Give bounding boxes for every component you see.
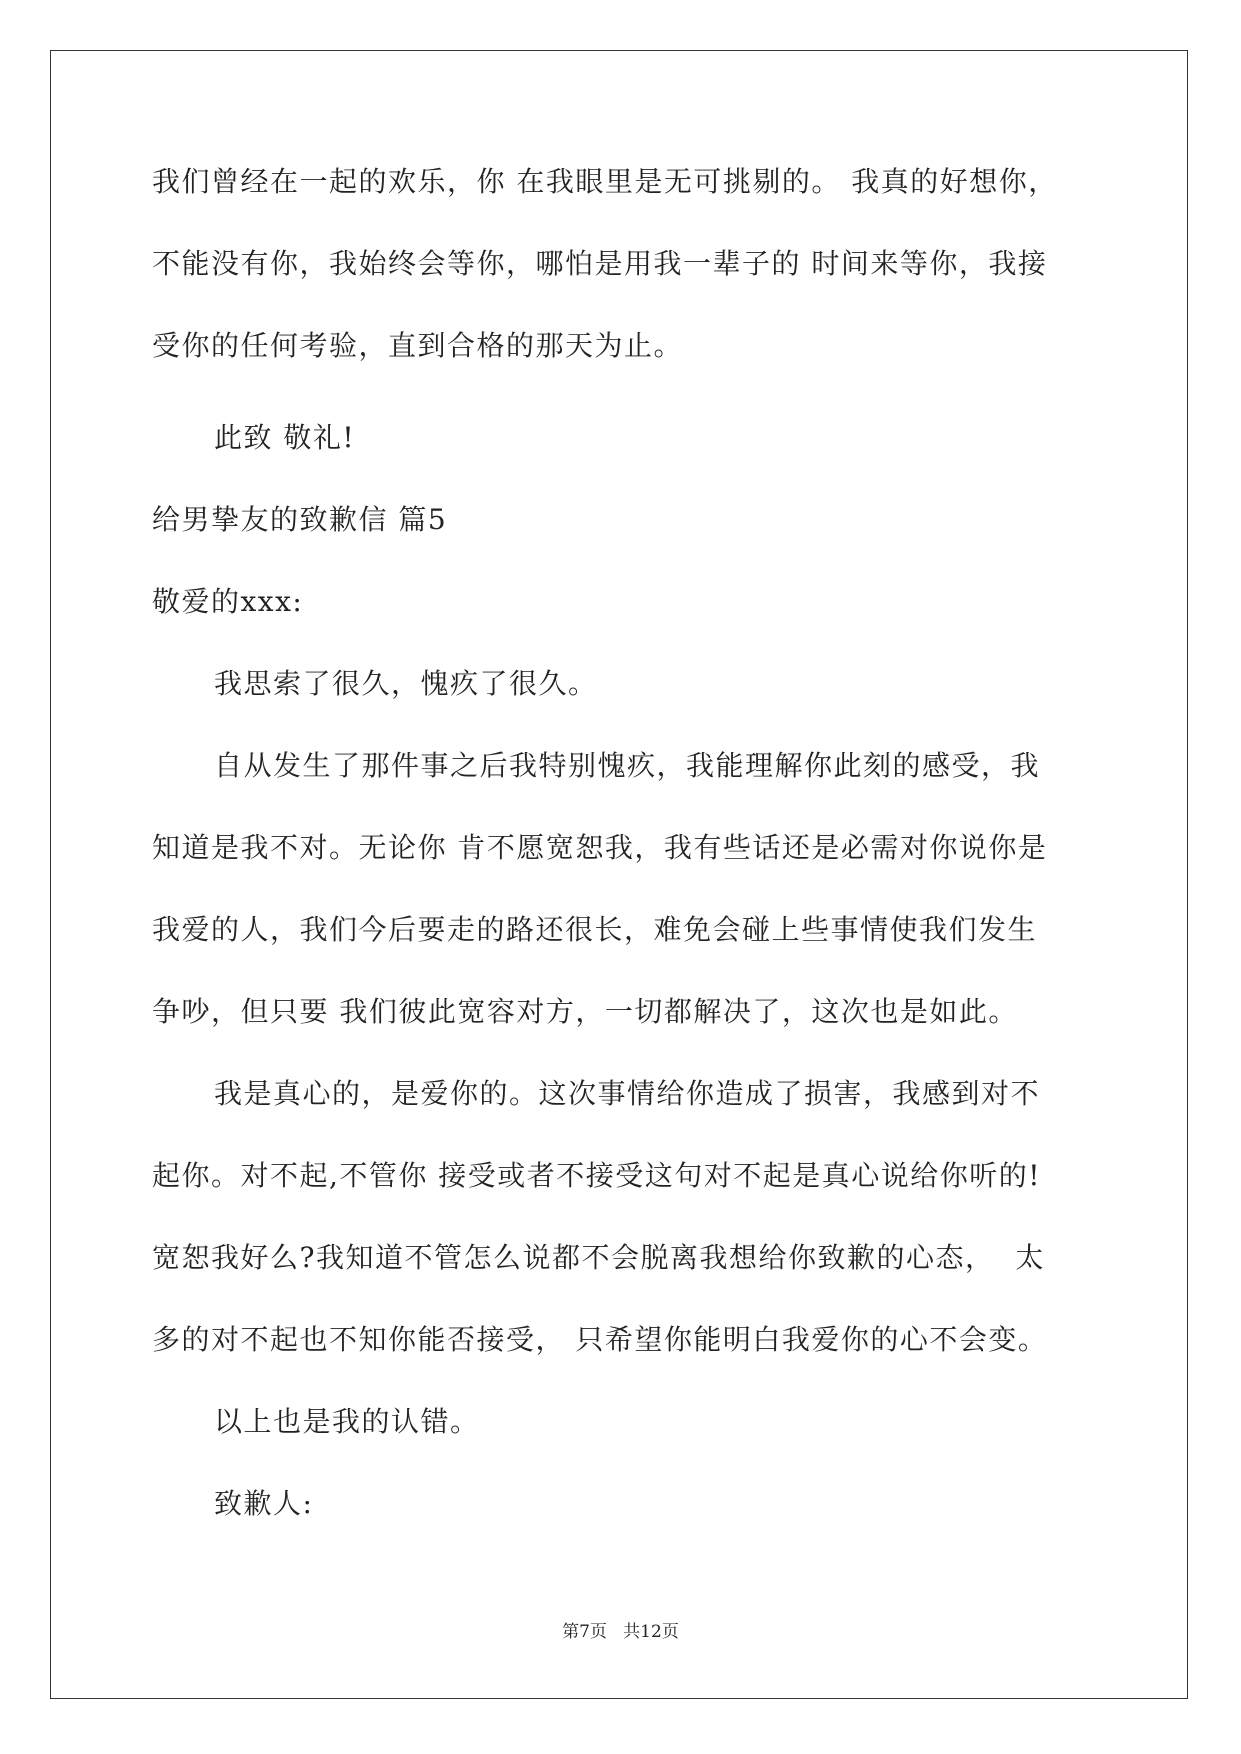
text-line: 知道是我不对。无论你 肯不愿宽恕我，我有些话还是必需对你说你是 — [152, 831, 1048, 864]
text-line: 争吵，但只要 我们彼此宽容对方，一切都解决了，这次也是如此。 — [152, 995, 1018, 1028]
greeting: 敬爱的xxx: — [152, 585, 304, 618]
text-line: 宽恕我好么?我知道不管怎么说都不会脱离我想给你致歉的心态， 太 — [152, 1241, 1045, 1274]
text-line: 我思索了很久，愧疚了很久。 — [214, 667, 598, 700]
section-heading: 给男挚友的致歉信 篇5 — [152, 503, 448, 536]
text-line: 不能没有你，我始终会等你，哪怕是用我一辈子的 时间来等你，我接 — [152, 247, 1048, 280]
text-line: 自从发生了那件事之后我特别愧疚，我能理解你此刻的感受，我 — [214, 749, 1041, 782]
text-line: 以上也是我的认错。 — [214, 1405, 480, 1438]
text-line: 我是真心的，是爱你的。这次事情给你造成了损害，我感到对不 — [214, 1077, 1041, 1110]
closing-salutation: 此致 敬礼! — [214, 421, 356, 454]
text-line: 起你。对不起,不管你 接受或者不接受这句对不起是真心说给你听的! — [152, 1159, 1042, 1192]
text-line: 我们曾经在一起的欢乐，你 在我眼里是无可挑剔的。 我真的好想你， — [152, 165, 1058, 198]
text-line: 我爱的人，我们今后要走的路还很长，难免会碰上些事情使我们发生 — [152, 913, 1038, 946]
page-border — [50, 50, 1188, 1699]
text-line: 多的对不起也不知你能否接受， 只希望你能明白我爱你的心不会变。 — [152, 1323, 1048, 1356]
text-line: 受你的任何考验，直到合格的那天为止。 — [152, 329, 684, 362]
page-number: 第7页 共12页 — [562, 1622, 679, 1642]
signature-label: 致歉人: — [214, 1487, 314, 1520]
